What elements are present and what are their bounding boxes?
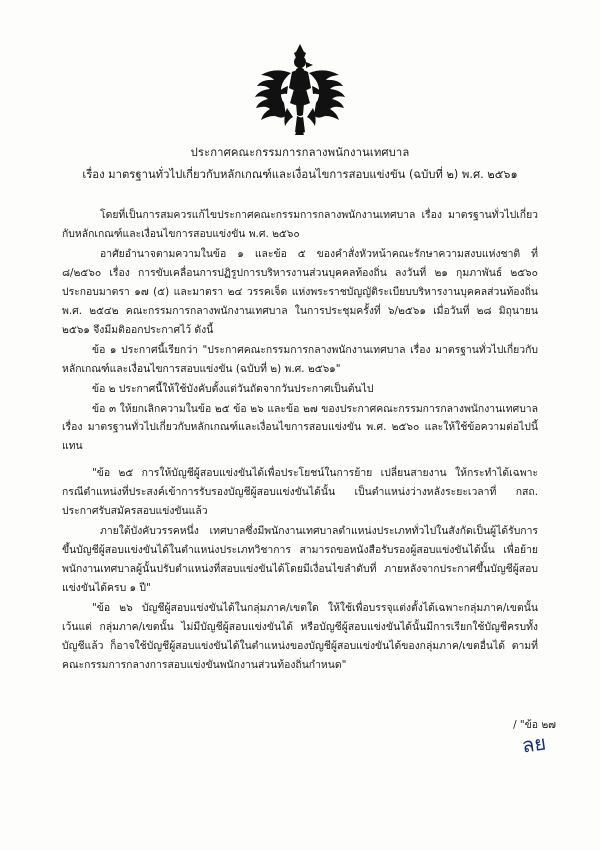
paragraph-clause-2: ข้อ ๒ ประกาศนี้ให้ใช้บังคับตั้งแต่วันถัดจากวันประกาศเป็นต้นไป bbox=[92, 382, 374, 395]
signature-mark bbox=[521, 732, 548, 756]
paragraph-preamble: โดยที่เป็นการสมควรแก้ไขประกาศคณะกรรมการกลางพนักงานเทศบาล เรื่อง มาตรฐานทั่วไปเกี่ยวกับหลักเกณฑ์และเงื่อนไขการสอบแข่งขัน พ.ศ. ๒๕๖๐ bbox=[62, 209, 538, 241]
document-body bbox=[62, 206, 538, 675]
signature-glyph: ลย bbox=[520, 730, 548, 758]
paragraph-clause-25-sub: ภายใต้บังคับวรรคหนึ่ง เทศบาลซึ่งมีพนักงานเทศบาลตำแหน่งประเภททั่วไปในสังกัดเป็นผู้ได้รับการขึ้นบัญชีผู้สอบแข่งขันได้ในตำแหน่งประเภทวิชาการ สามารถขอหนังสือรับรองผู้สอบแข่งขันได้นั้น เพื่อย้ายพนักงานเทศบาลผู้นั้นปรับตำแหน่งที่สอบแข่งขันได้โดยมีเงื่อนไขลำดับที่ ภายหลังจากประกาศขึ้นบัญชีผู้สอบแข่งขันได้ครบ ๑ ปี" bbox=[62, 525, 538, 594]
paragraph-clause-26: "ข้อ ๒๖ บัญชีผู้สอบแข่งขันได้ในกลุ่มภาค/เขตใด ให้ใช้เพื่อบรรจุแต่งตั้งได้เฉพาะกลุ่มภาค/เขตนั้น เว้นแต่ กลุ่มภาค/เขตนั้น ไม่มีบัญชีผู้สอบแข่งขันได้ หรือบัญชีผู้สอบแข่งขันได้นั้นมีการเรียกใช้บัญชีครบทั้งบัญชีแล้ว ก็อาจใช้บัญชีผู้สอบแข่งขันได้ในตำแหน่งของบัญชีผู้สอบแข่งขันได้ของกลุ่มภาค/เขตอื่นได้ ตามที่คณะกรรมการกลางการสอบแข่งขันพนักงานส่วนท้องถิ่นกำหนด" bbox=[62, 601, 538, 671]
paragraph-authority: อาศัยอำนาจตามความในข้อ ๑ และข้อ ๕ ของคำสั่งหัวหน้าคณะรักษาความสงบแห่งชาติ ที่ ๘/๒๕๖๐ เรื่อง การขับเคลื่อนการปฏิรูปการบริหารงานส่วนบุคคลท้องถิ่น ลงวันที่ ๒๑ กุมภาพันธ์ ๒๕๖๐ ประกอบมาตรา ๑๗ (๕) และมาตรา ๒๔ วรรคเจ็ด แห่งพระราชบัญญัติระเบียบบริหารงานบุคคลส่วนท้องถิ่น พ.ศ. ๒๕๔๒ คณะกรรมการกลางพนักงานเทศบาล ในการประชุมครั้งที่ ๖/๒๕๖๑ เมื่อวันที่ ๒๘ มิถุนายน ๒๕๖๑ จึงมีมติออกประกาศไว้ ดังนี้ bbox=[62, 248, 538, 336]
announcement-title: ประกาศคณะกรรมการกลางพนักงานเทศบาล bbox=[190, 146, 410, 159]
paragraph-clause-25: "ข้อ ๒๕ การให้บัญชีผู้สอบแข่งขันได้เพื่อประโยชน์ในการย้าย เปลี่ยนสายงาน ให้กระทำได้เฉพาะกรณีตำแหน่งที่ประสงค์เข้าการรับรองบัญชีผู้สอบแข่งขันได้นั้น เป็นตำแหน่งว่างหลังระยะเวลาที่ กสถ. ประกาศรับสมัครสอบแข่งขันแล้ว bbox=[62, 467, 538, 518]
garuda-emblem bbox=[0, 0, 600, 144]
spacer bbox=[62, 457, 538, 464]
page-continuation-note: / "ข้อ ๒๗ bbox=[513, 719, 556, 731]
paragraph-clause-3: ข้อ ๓ ให้ยกเลิกความในข้อ ๒๕ ข้อ ๒๖ และข้อ ๒๗ ของประกาศคณะกรรมการกลางพนักงานเทศบาล เรื่อง มาตรฐานทั่วไปเกี่ยวกับหลักเกณฑ์และเงื่อนไขการสอบแข่งขัน พ.ศ. ๒๕๖๐ และให้ใช้ข้อความต่อไปนี้แทน bbox=[62, 402, 538, 453]
paragraph-clause-1: ข้อ ๑ ประกาศนี้เรียกว่า "ประกาศคณะกรรมการกลางพนักงานเทศบาล เรื่อง มาตรฐานทั่วไปเกี่ยวกับหลักเกณฑ์และเงื่อนไขการสอบแข่งขัน (ฉบับที่ ๒) พ.ศ. ๒๕๖๑" bbox=[62, 343, 538, 375]
announcement-subject: เรื่อง มาตรฐานทั่วไปเกี่ยวกับหลักเกณฑ์และเงื่อนไขการสอบแข่งขัน (ฉบับที่ ๒) พ.ศ. ๒๕๖๑ bbox=[82, 168, 518, 182]
document-header bbox=[0, 144, 600, 184]
